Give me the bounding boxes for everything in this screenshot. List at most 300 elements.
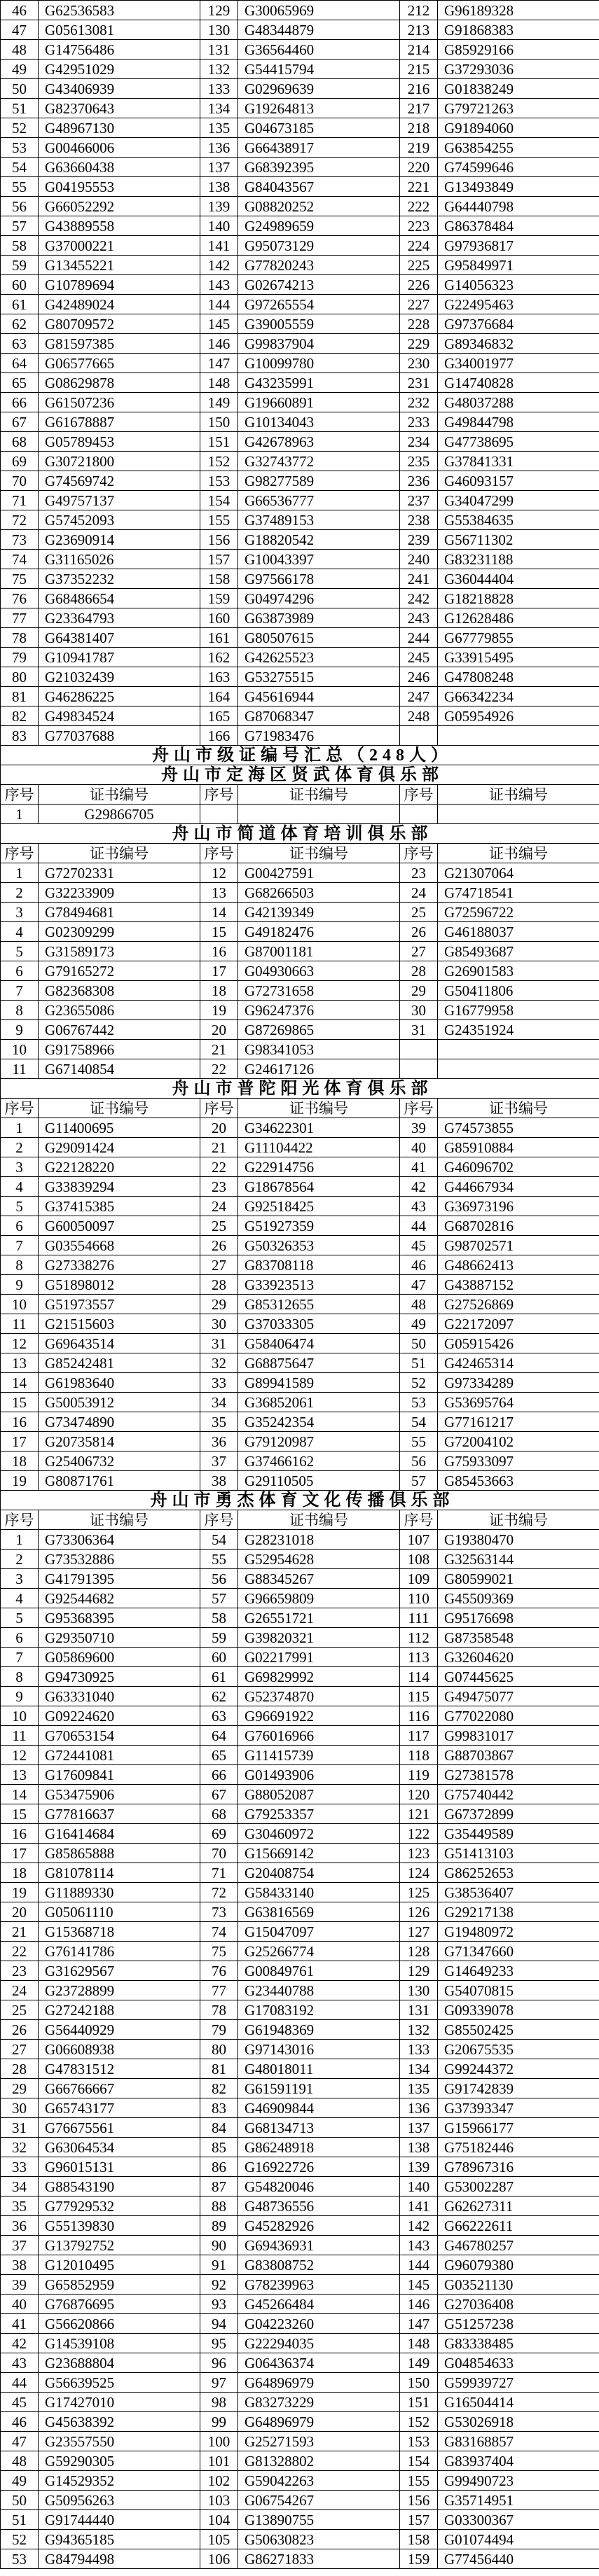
serial-number-cell: 53 [1,2549,39,2569]
certificate-number-cell: G14529352 [39,2471,200,2491]
certificate-number-cell: G62627311 [438,2196,599,2216]
serial-number-cell: 49 [400,1314,438,1334]
certificate-number-cell: G31165026 [39,550,200,569]
table-row [1,2255,599,2275]
certificate-number-cell: G14740828 [438,373,599,393]
serial-number-cell: 11 [1,1726,39,1746]
serial-number-cell: 236 [400,471,438,491]
serial-number-cell: 152 [400,2412,438,2432]
table-row [1,2549,599,2569]
table-row [1,1020,599,1040]
certificate-number-cell: G96189328 [438,1,599,20]
table-row [1,236,599,256]
serial-number-cell: 126 [400,1902,438,1922]
serial-number-cell: 3 [1,1569,39,1589]
serial-number-cell: 243 [400,608,438,628]
certificate-number-cell: G81328802 [238,2451,400,2471]
certificate-number-cell: G23688804 [39,2353,200,2373]
serial-number-cell: 55 [1,177,39,197]
table-row [1,1530,599,1550]
serial-number-cell: 54 [1,158,39,177]
certificate-number-cell: G21515603 [39,1314,200,1334]
column-header-certificate: 证书编号 [39,1099,200,1118]
serial-number-cell: 47 [1,20,39,40]
certificate-number-cell: G98277589 [238,471,400,491]
serial-number-cell: 159 [200,589,238,608]
serial-number-cell: 62 [200,1687,238,1706]
certificate-number-cell: G43887152 [438,1275,599,1295]
certificate-number-cell: G04223260 [238,2314,400,2334]
certificate-number-cell: G42489024 [39,295,200,314]
table-row [1,177,599,197]
serial-number-cell: 25 [1,2000,39,2020]
serial-number-cell: 66 [200,1765,238,1785]
serial-number-cell: 12 [1,1746,39,1765]
table-row [1,1863,599,1883]
certificate-number-cell: G77820243 [238,256,400,275]
certificate-number-cell: G27036408 [438,2295,599,2314]
serial-number-cell: 2 [1,1550,39,1569]
certificate-number-cell: G91742839 [438,2079,599,2098]
certificate-number-cell: G19660891 [238,393,400,412]
certificate-number-cell: G64440798 [438,197,599,216]
certificate-number-cell: G05954926 [438,706,599,726]
table-row [1,20,599,40]
certificate-number-cell: G85242481 [39,1353,200,1373]
serial-number-cell: 160 [200,608,238,628]
certificate-number-cell: G26901583 [438,961,599,981]
certificate-number-cell: G16779958 [438,1001,599,1020]
serial-number-cell: 227 [400,295,438,314]
serial-number-cell: 63 [1,334,39,354]
empty-cell [400,805,438,824]
table-row [1,2334,599,2353]
serial-number-cell: 229 [400,334,438,354]
serial-number-cell: 118 [400,1746,438,1765]
column-header-serial: 序号 [1,785,39,805]
certificate-number-cell: G12010495 [39,2255,200,2275]
column-header-certificate: 证书编号 [438,1099,599,1118]
certificate-number-cell: G04195553 [39,177,200,197]
serial-number-cell: 46 [400,1255,438,1275]
serial-number-cell: 22 [1,1942,39,1961]
serial-number-cell: 45 [1,2393,39,2412]
table-row [1,2138,599,2157]
certificate-number-cell: G69829992 [238,1667,400,1687]
serial-number-cell: 220 [400,158,438,177]
certificate-number-cell: G04673185 [238,118,400,138]
certificate-number-cell: G98702571 [438,1236,599,1255]
certificate-number-cell: G20675535 [438,2040,599,2059]
club-title: 舟山市简道体育培训俱乐部 [1,824,599,844]
serial-number-cell: 27 [1,2040,39,2059]
certificate-number-cell: G66536777 [238,491,400,510]
serial-number-cell: 77 [1,608,39,628]
serial-number-cell: 149 [200,393,238,412]
certificate-number-cell: G02674213 [238,275,400,295]
serial-number-cell: 59 [200,1628,238,1648]
serial-number-cell: 16 [200,942,238,961]
table-row [1,2295,599,2314]
serial-number-cell: 26 [1,2020,39,2040]
certificate-number-cell: G86378484 [438,216,599,236]
serial-number-cell: 36 [200,1432,238,1451]
certificate-number-cell: G72441081 [39,1746,200,1765]
serial-number-cell: 139 [400,2157,438,2177]
certificate-number-cell: G97334289 [438,1373,599,1393]
serial-number-cell: 158 [400,2530,438,2549]
certificate-number-cell: G58406474 [238,1334,400,1353]
certificate-number-cell: G95849971 [438,256,599,275]
serial-number-cell: 106 [200,2549,238,2569]
certificate-number-cell: G31589173 [39,942,200,961]
table-row [1,138,599,158]
certificate-number-cell: G83808752 [238,2255,400,2275]
serial-number-cell: 77 [200,1981,238,2000]
table-row [1,2432,599,2451]
table-row [1,1157,599,1177]
certificate-number-cell: G74573855 [438,1118,599,1138]
empty-cell [200,805,238,824]
serial-number-cell: 18 [1,1451,39,1471]
table-row [1,1353,599,1373]
column-header-certificate: 证书编号 [438,844,599,863]
serial-number-cell: 5 [1,942,39,961]
table-row [1,256,599,275]
serial-number-cell: 70 [200,1844,238,1863]
serial-number-cell: 8 [1,1001,39,1020]
certificate-number-cell: G73306364 [39,1530,200,1550]
serial-number-cell: 2 [1,883,39,903]
serial-number-cell: 136 [200,138,238,158]
certificate-number-cell: G59290305 [39,2451,200,2471]
serial-number-cell: 7 [1,1648,39,1667]
serial-number-cell: 247 [400,687,438,706]
serial-number-cell: 26 [200,1236,238,1255]
table-row [1,1569,599,1589]
certificate-number-cell: G30721800 [39,452,200,471]
certificate-number-cell: G30460972 [238,1824,400,1844]
certificate-number-cell: G82370643 [39,99,200,118]
certificate-number-cell: G03554668 [39,1236,200,1255]
table-row [1,1,599,20]
table-row [1,1550,599,1569]
certificate-number-cell: G04854633 [438,2353,599,2373]
serial-number-cell: 119 [400,1765,438,1785]
serial-number-cell: 53 [1,138,39,158]
table-row [1,1236,599,1255]
column-header-serial: 序号 [1,1510,39,1530]
certificate-number-cell: G15047097 [238,1922,400,1942]
certificate-number-cell: G72596722 [438,903,599,922]
table-row [1,1138,599,1157]
serial-number-cell: 48 [400,1295,438,1314]
serial-number-cell: 64 [200,1726,238,1746]
certificate-number-cell: G29350710 [39,1628,200,1648]
table-row [1,1981,599,2000]
serial-number-cell: 18 [1,1863,39,1883]
certificate-number-cell: G66052292 [39,197,200,216]
certificate-number-cell: G88543190 [39,2177,200,2196]
certificate-number-cell: G85453663 [438,1471,599,1491]
certificate-number-cell: G73474890 [39,1412,200,1432]
serial-number-cell: 125 [400,1883,438,1902]
certificate-number-cell: G22495463 [438,295,599,314]
certificate-number-cell: G19264813 [238,99,400,118]
table-row [1,1216,599,1236]
certificate-number-cell: G17427010 [39,2393,200,2412]
serial-number-cell: 135 [400,2079,438,2098]
table-row [1,1275,599,1295]
table-row [1,2098,599,2118]
certificate-number-cell: G30065969 [238,1,400,20]
certificate-number-cell: G10134043 [238,412,400,432]
certificate-number-cell: G43889558 [39,216,200,236]
table-row [1,118,599,138]
serial-number-cell: 41 [1,2314,39,2334]
certificate-number-cell: G37033305 [238,1314,400,1334]
certificate-number-cell: G18218828 [438,589,599,608]
serial-number-cell: 19 [1,1471,39,1491]
table-row [1,961,599,981]
certificate-number-cell: G56440929 [39,2020,200,2040]
serial-number-cell: 214 [400,40,438,60]
table-row [1,1648,599,1667]
table-row [1,1432,599,1451]
serial-number-cell: 23 [1,1961,39,1981]
certificate-number-cell: G53026918 [438,2412,599,2432]
serial-number-cell: 62 [1,314,39,334]
certificate-number-cell: G46780257 [438,2236,599,2255]
serial-number-cell: 134 [200,99,238,118]
column-header-certificate: 证书编号 [39,785,200,805]
table-row [1,1804,599,1824]
certificate-number-cell: G53002287 [438,2177,599,2196]
serial-number-cell: 32 [200,1353,238,1373]
serial-number-cell: 218 [400,118,438,138]
serial-number-cell: 17 [1,1844,39,1863]
table-row [1,2216,599,2236]
certificate-number-cell: G94730925 [39,1667,200,1687]
certificate-number-cell: G95176698 [438,1608,599,1628]
certificate-number-cell: G48037288 [438,393,599,412]
serial-number-cell: 22 [200,1157,238,1177]
serial-number-cell: 241 [400,569,438,589]
certificate-number-cell: G99490723 [438,2471,599,2491]
certificate-number-cell: G87269865 [238,1020,400,1040]
certificate-number-cell: G48967130 [39,118,200,138]
serial-number-cell: 104 [200,2510,238,2530]
table-row [1,2393,599,2412]
certificate-number-cell: G55139830 [39,2216,200,2236]
serial-number-cell: 44 [400,1216,438,1236]
table-row [1,1687,599,1706]
serial-number-cell: 16 [1,1824,39,1844]
certificate-number-cell: G01493906 [238,1765,400,1785]
serial-number-cell: 58 [200,1608,238,1628]
certificate-number-cell: G71347660 [438,1942,599,1961]
certificate-number-cell: G64381407 [39,628,200,648]
certificate-number-cell: G37293036 [438,60,599,79]
empty-cell [400,1059,438,1079]
certificate-number-cell: G99837904 [238,334,400,354]
serial-number-cell: 24 [400,883,438,903]
table-row [1,1001,599,1020]
certificate-number-cell: G22914756 [238,1157,400,1177]
serial-number-cell: 212 [400,1,438,20]
certificate-number-cell: G64896979 [238,2373,400,2393]
certificate-number-cell: G13493849 [438,177,599,197]
serial-number-cell: 3 [1,1157,39,1177]
certificate-number-cell: G41791395 [39,1569,200,1589]
certificate-number-cell: G66438917 [238,138,400,158]
table-row [1,452,599,471]
certificate-number-cell: G07445625 [438,1667,599,1687]
table-row [1,412,599,432]
serial-number-cell: 10 [1,1040,39,1059]
column-header-serial: 序号 [1,844,39,863]
club-section [1,824,599,1079]
certificate-number-cell: G77816637 [39,1804,200,1824]
serial-number-cell: 64 [1,354,39,373]
certificate-number-cell: G59939727 [438,2373,599,2393]
serial-number-cell: 1 [1,863,39,883]
certificate-number-cell: G68486654 [39,589,200,608]
certificate-number-cell: G92544682 [39,1589,200,1608]
certificate-number-cell: G45509369 [438,1589,599,1608]
continued-section [1,1,599,746]
certificate-number-cell: G27242188 [39,2000,200,2020]
table-row [1,1177,599,1197]
certificate-number-cell: G95073129 [238,236,400,256]
table-row [1,530,599,550]
table-row [1,667,599,687]
certificate-number-cell: G76675561 [39,2118,200,2138]
table-row [1,883,599,903]
certificate-number-cell: G26551721 [238,1608,400,1628]
serial-number-cell: 99 [200,2412,238,2432]
certificate-number-cell: G10099780 [238,354,400,373]
certificate-number-cell: G73532886 [39,1550,200,1569]
table-row [1,2196,599,2216]
table-row [1,471,599,491]
serial-number-cell: 221 [400,177,438,197]
serial-number-cell: 34 [1,2177,39,2196]
serial-number-cell: 39 [1,2275,39,2295]
serial-number-cell: 138 [400,2138,438,2157]
certificate-number-cell: G83273229 [238,2393,400,2412]
serial-number-cell: 82 [200,2079,238,2098]
certificate-number-cell: G79165272 [39,961,200,981]
certificate-number-cell: G10941787 [39,648,200,667]
certificate-number-cell: G34001977 [438,354,599,373]
serial-number-cell: 98 [200,2393,238,2412]
serial-number-cell: 50 [1,79,39,99]
table-row [1,1844,599,1863]
certificate-number-cell: G49844798 [438,412,599,432]
certificate-number-cell: G98341053 [238,1040,400,1059]
certificate-number-cell: G54820046 [238,2177,400,2196]
certificate-number-cell: G46096702 [438,1157,599,1177]
table-row [1,393,599,412]
certificate-number-cell: G68702816 [438,1216,599,1236]
serial-number-cell: 22 [200,1059,238,1079]
table-row [1,687,599,706]
table-row [1,1197,599,1216]
certificate-number-cell: G49182476 [238,922,400,942]
certificate-number-cell: G24351924 [438,1020,599,1040]
certificate-number-cell: G80709572 [39,314,200,334]
certificate-number-cell: G43406939 [39,79,200,99]
table-row [1,2118,599,2138]
serial-number-cell: 137 [400,2118,438,2138]
serial-number-cell: 74 [200,1922,238,1942]
serial-number-cell: 122 [400,1824,438,1844]
serial-number-cell: 42 [1,2334,39,2353]
certificate-number-cell: G14056323 [438,275,599,295]
serial-number-cell: 78 [1,628,39,648]
certificate-number-cell: G61948369 [238,2020,400,2040]
certificate-number-cell: G89346832 [438,334,599,354]
certificate-number-cell: G86271833 [238,2549,400,2569]
serial-number-cell: 54 [200,1530,238,1550]
summary-title: 舟山市级证编号汇总（248人） [1,746,599,765]
serial-number-cell: 146 [200,334,238,354]
serial-number-cell: 130 [200,20,238,40]
serial-number-cell: 141 [200,236,238,256]
club-title: 舟山市定海区贤武体育俱乐部 [1,765,599,785]
certificate-number-cell: G61983640 [39,1373,200,1393]
serial-number-cell: 60 [1,275,39,295]
serial-number-cell: 65 [1,373,39,393]
certificate-number-cell: G15669142 [238,1844,400,1863]
serial-number-cell: 29 [400,981,438,1001]
serial-number-cell: 43 [1,2353,39,2373]
certificate-number-cell: G75933097 [438,1451,599,1471]
serial-number-cell: 57 [200,1589,238,1608]
certificate-number-cell: G83231188 [438,550,599,569]
certificate-number-cell: G16504414 [438,2393,599,2412]
certificate-number-cell: G75182446 [438,2138,599,2157]
table-row [1,2275,599,2295]
serial-number-cell: 44 [1,2373,39,2393]
serial-number-cell: 60 [200,1648,238,1667]
serial-number-cell: 232 [400,393,438,412]
serial-number-cell: 6 [1,1628,39,1648]
certificate-number-cell: G33923513 [238,1275,400,1295]
serial-number-cell: 69 [200,1824,238,1844]
certificate-number-cell: G35449589 [438,1824,599,1844]
column-header-certificate: 证书编号 [39,844,200,863]
certificate-number-cell: G85493687 [438,942,599,961]
serial-number-cell: 12 [1,1334,39,1353]
certificate-number-cell: G22172097 [438,1314,599,1334]
certificate-number-cell: G75740442 [438,1785,599,1804]
serial-number-cell: 115 [400,1687,438,1706]
certificate-number-cell: G15966177 [438,2118,599,2138]
certificate-number-cell: G80599021 [438,1569,599,1589]
serial-number-cell: 143 [400,2236,438,2255]
serial-number-cell: 110 [400,1589,438,1608]
column-header-row [1,785,599,805]
certificate-number-cell: G85502425 [438,2020,599,2040]
certificate-number-cell: G76016966 [238,1726,400,1746]
serial-number-cell: 69 [1,452,39,471]
table-row [1,1295,599,1314]
table-row [1,2020,599,2040]
serial-number-cell: 159 [400,2549,438,2569]
serial-number-cell: 72 [200,1883,238,1902]
